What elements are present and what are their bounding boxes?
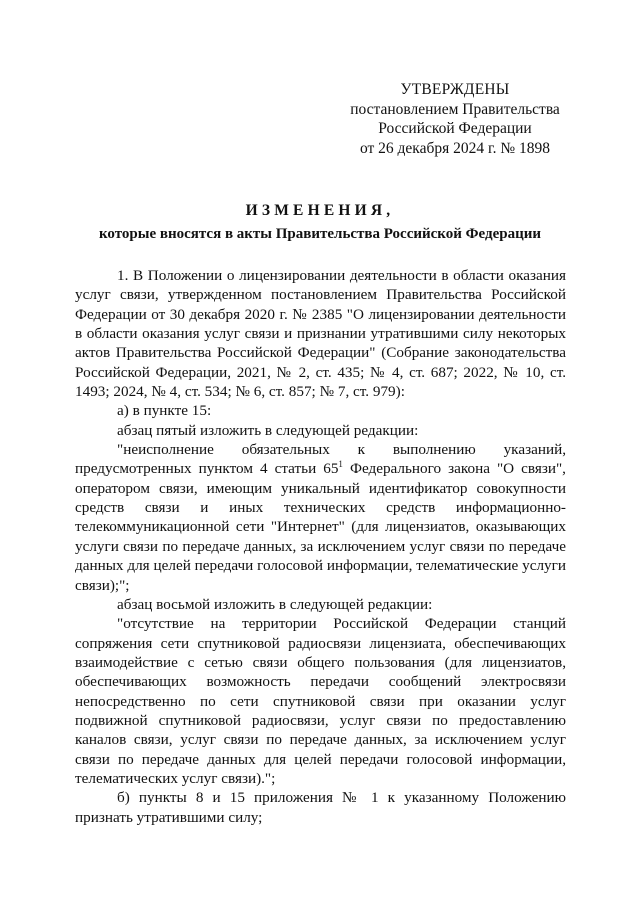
approval-line-date: от 26 декабря 2024 г. № 1898: [359, 139, 551, 157]
document-body: [75, 266, 566, 827]
paragraph-7: б) пункты 8 и 15 приложения № 1 к указанному Положению признать утратившими силу;: [75, 789, 566, 826]
approval-heading: УТВЕРЖДЕНЫ: [400, 81, 510, 98]
paragraph-2: а) в пункте 15:: [117, 402, 212, 420]
document-subtitle: которые вносятся в акты Правительства Российской Федерации: [98, 226, 542, 242]
paragraph-5: абзац восьмой изложить в следующей редакции:: [117, 595, 433, 613]
approval-block: [330, 80, 580, 158]
superscript-marker: 1: [338, 459, 343, 470]
paragraph-4-text-start: "неисполнение обязательных к выполнению указаний, предусмотренных пунктом 4 статьи 65: [75, 441, 566, 478]
paragraph-4-text-end: Федерального закона "О связи", оператором связи, имеющим уникальный идентификатор совокупности средств связи и иных технических средств информационно-телекоммуникационной сети "Интернет" (для лицензиатов, оказывающих услуги связи по передаче данных, за исключением услуг связи по передаче данных для целей передачи голосовой информации, телематические услуги связи);";: [75, 460, 566, 594]
document-title: ИЗМЕНЕНИЯ,: [245, 202, 395, 219]
paragraph-1: 1. В Положении о лицензировании деятельности в области оказания услуг связи, утвержденном постановлением Правительства Российской Федерации от 30 декабря 2020 г. № 2385 "О лицензировании деятельности в области оказания услуг связи и признании утратившими силу некоторых актов Правительства Российской Федерации" (Собрание законодательства Российской Федерации, 2021, № 2, ст. 435; № 4, ст. 687; 2022, № 10, ст. 1493; 2024, № 4, ст. 534; № 6, ст. 857; № 7, ст. 979):: [75, 267, 566, 401]
approval-line-resolution: постановлением Правительства: [350, 100, 560, 118]
paragraph-3: абзац пятый изложить в следующей редакции:: [117, 421, 419, 439]
paragraph-6: "отсутствие на территории Российской Федерации станций сопряжения сети спутниковой радиосвязи лицензиата, обеспечивающих взаимодействие с сетью связи общего пользования (для лицензиатов, обеспечивающих возможность передачи сообщений электросвязи непосредственно по сети спутниковой связи при оказании услуг подвижной спутниковой радиосвязи, услуг связи по предоставлению каналов связи, услуг связи по передаче данных, за исключением услуг связи по передаче данных для целей передачи голосовой информации, телематических услуг связи).";: [75, 615, 566, 787]
paragraph-4: [75, 440, 566, 595]
approval-line-country: Российской Федерации: [378, 120, 532, 137]
